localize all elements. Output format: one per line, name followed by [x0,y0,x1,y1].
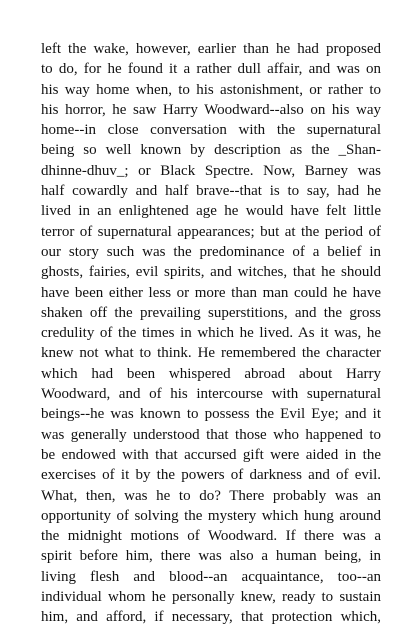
text-line: our story such was the predominance of a belief in [41,243,381,260]
text-line: beings--he was known to possess the Evil Eye; and it [41,406,381,423]
text-line: the midnight motions of Woodward. If there was a [41,528,381,545]
text-line: which had been whispered abroad about Harry [41,365,381,382]
text-line: exercises of it by the powers of darkness and of evil. [41,467,381,484]
text-line: What, then, was he to do? There probably was an [41,487,381,504]
text-line: to do, for he found it a rather dull affair, and was on [41,61,381,78]
text-line: his horror, he saw Harry Woodward--also on his way [41,101,381,118]
text-line: dhinne-dhuv_; or Black Spectre. Now, Barney was [41,162,381,179]
text-line: knew not what to think. He remembered the character [41,345,381,362]
text-line: ghosts, fairies, evil spirits, and witches, that he should [41,264,381,281]
text-line: Woodward, and of his intercourse with supernatural [41,386,381,403]
text-line: him, and afford, if necessary, that protection which, [41,609,381,626]
text-line: his way home when, to his astonishment, or rather to [41,81,381,98]
text-line: credulity of the times in which he lived. As it was, he [41,325,381,342]
text-line: shaken off the prevailing superstitions, and the gross [41,304,381,321]
text-line: left the wake, however, earlier than he had proposed [41,41,381,57]
text-line: spirit before him, there was also a human being, in [41,548,381,565]
text-line: individual whom he personally knew, ready to sustain [41,589,381,606]
text-line: lived in an enlightened age he would have felt little [41,203,381,220]
text-line: half cowardly and half brave--that is to say, had he [41,183,381,200]
text-line: was generally understood that those who happened to [41,426,381,443]
text-line: being so well known by description as the _Shan- [41,142,381,159]
text-line: terror of supernatural appearances; but at the period of [41,223,381,240]
text-line: home--in close conversation with the supernatural [41,122,381,139]
body-paragraph [41,39,381,628]
text-line: living flesh and blood--an acquaintance, too--an [41,568,381,585]
text-line: be endowed with that accursed gift were aided in the [41,446,381,463]
text-line: have been either less or more than man could he have [41,284,381,301]
text-line: opportunity of solving the mystery which hung around [41,507,381,524]
